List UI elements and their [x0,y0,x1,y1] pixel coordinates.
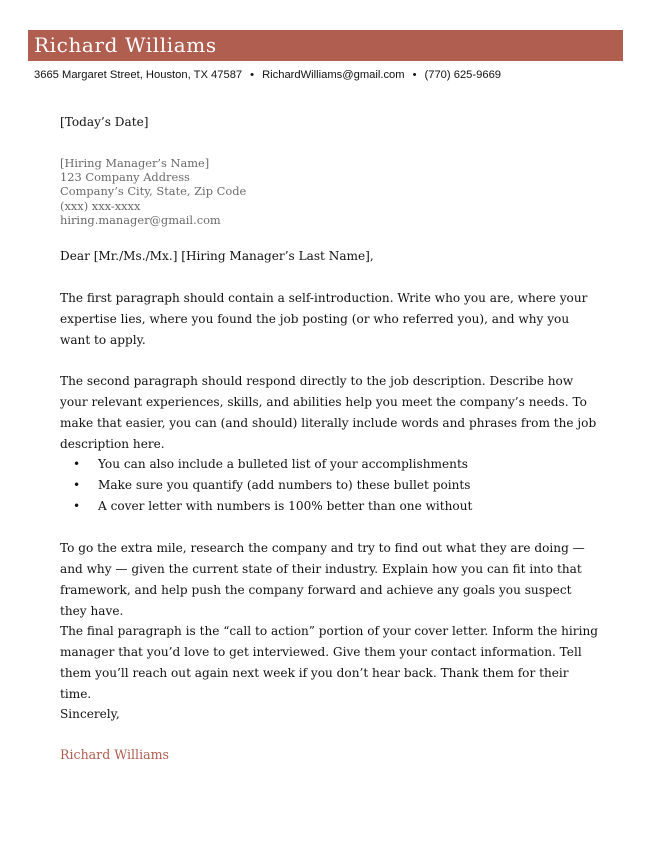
letter-salutation: Dear [Mr./Ms./Mx.] [Hiring Manager’s Last Name], [60,249,374,263]
contact-email: RichardWilliams@gmail.com [262,69,405,81]
applicant-name: Richard Williams [34,33,217,57]
bullet-icon: • [73,457,81,471]
letter-closing: Sincerely, [60,707,120,721]
recipient-city: Company’s City, State, Zip Code [60,184,247,199]
bullet-icon: • [73,478,81,492]
paragraph-introduction: The first paragraph should contain a self-introduction. Write who you are, where your expertise lies, where you found the job posting (or who referred you), and why you want to apply. [60,291,588,347]
contact-separator: • [412,69,417,81]
list-item-text: A cover letter with numbers is 100% better than one without [98,499,473,513]
recipient-name: [Hiring Manager’s Name] [60,156,210,170]
contact-address: 3665 Margaret Street, Houston, TX 47587 [34,69,243,81]
list-item-text: Make sure you quantify (add numbers to) these bullet points [98,478,471,492]
contact-phone: (770) 625-9669 [424,69,502,81]
accomplishments-list [60,454,600,517]
letter-date: [Today’s Date] [60,115,149,129]
list-item [60,475,600,496]
bullet-icon: • [73,499,81,513]
recipient-phone: (xxx) xxx-xxxx [60,198,141,213]
signature-name: Richard Williams [60,747,170,762]
list-item [60,496,600,517]
paragraph-extra-mile: To go the extra mile, research the company and try to find out what they are doing — and why — given the current state of their industry. Explain how you can fit into that framework, and help push the company forward and achieve any goals you suspect they have. [60,541,585,618]
header-name-bar [28,30,623,61]
contact-separator: • [250,69,255,81]
recipient-email: hiring.manager@gmail.com [60,212,221,227]
paragraph-call-to-action: The final paragraph is the “call to action” portion of your cover letter. Inform the hiring manager that you’d love to get interviewed. Give them your contact information. Tell them you’ll reach out again next week if you don’t hear back. Thank them for their time. [60,624,598,701]
list-item [60,454,600,475]
contact-info-line [34,69,501,81]
recipient-street: 123 Company Address [60,170,190,185]
paragraph-job-response: The second paragraph should respond directly to the job description. Describe how your relevant experiences, skills, and abilities help you meet the company’s needs. To make that easier, you can (and should) literally include words and phrases from the job description here. [60,374,597,451]
list-item-text: You can also include a bulleted list of your accomplishments [98,457,469,471]
recipient-address-block [60,156,246,227]
